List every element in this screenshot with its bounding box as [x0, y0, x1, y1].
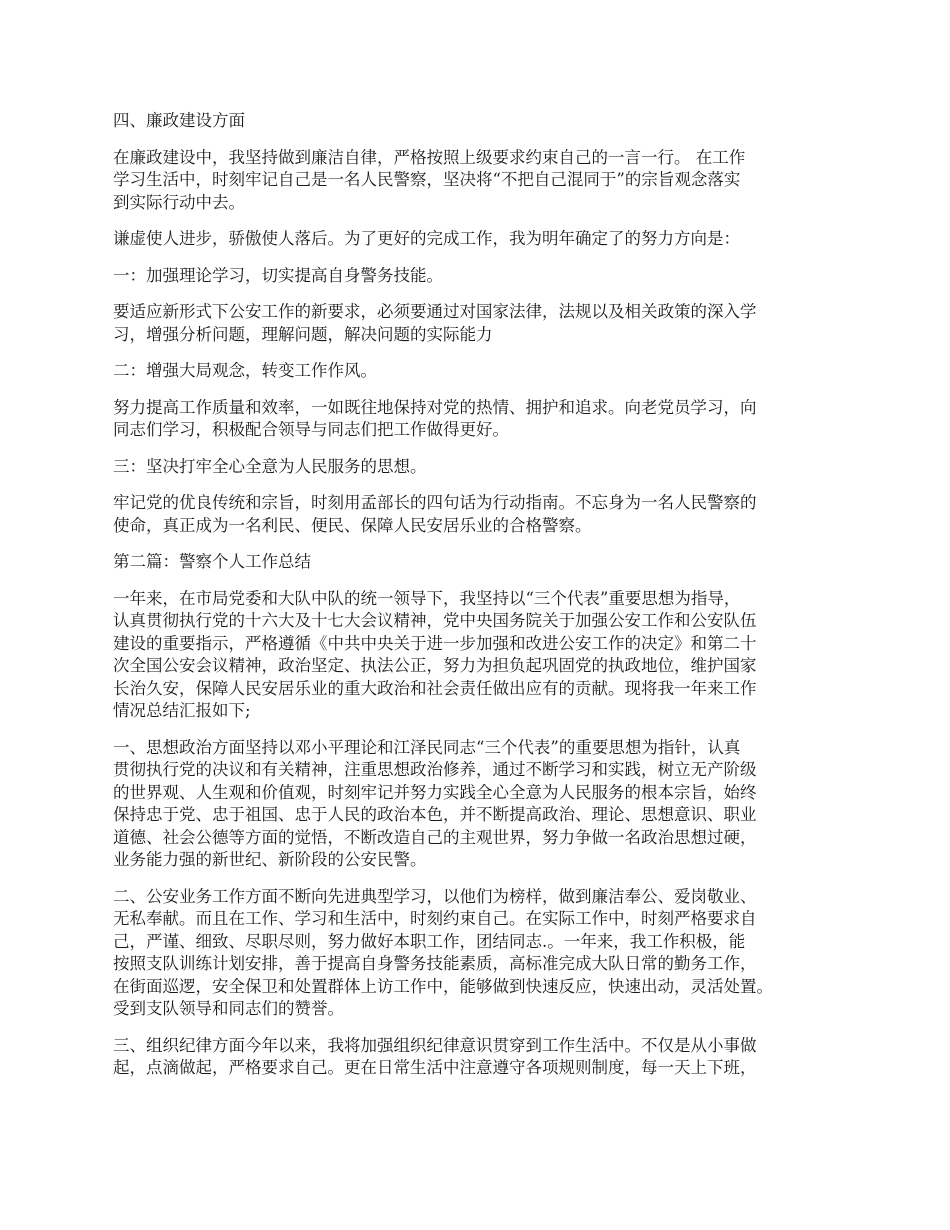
text-line: 二、公安业务工作方面不断向先进典型学习，以他们为榜样，做到廉洁奉公、爱岗敬业、: [113, 886, 757, 906]
text-line: 建设的重要指示，严格遵循《中共中央关于进一步加强和改进公安工作的决定》和第二十: [113, 633, 757, 653]
text-line: 一年来，在市局党委和大队中队的统一领导下，我坚持以“三个代表”重要思想为指导，: [113, 588, 741, 608]
text-line: 一：加强理论学习，切实提高自身警务技能。: [113, 265, 443, 285]
text-line: 业务能力强的新世纪、新阶段的公安民警。: [113, 850, 427, 869]
text-line: 努力提高工作质量和效率，一如既往地保持对党的热情、拥护和追求。向老党员学习，向: [113, 397, 757, 417]
text-line: 认真贯彻执行党的十六大及十七大会议精神，党中央国务院关于加强公安工作和公安队伍: [113, 611, 757, 630]
text-line: 在廉政建设中，我坚持做到廉洁自律，严格按照上级要求约束自己的一言一行。 在工作: [113, 147, 746, 167]
document-page: [113, 110, 853, 1094]
text-line: 的世界观、人生观和价值观，时刻牢记并努力实践全心全意为人民服务的根本宗旨，始终: [113, 782, 757, 802]
text-line: 贯彻执行党的决议和有关精神，注重思想政治修养，通过不断学习和实践，树立无产阶级: [113, 760, 757, 779]
paragraph: [113, 265, 853, 288]
paragraph: [113, 301, 853, 346]
paragraph: [113, 147, 853, 215]
text-line: 牢记党的优良传统和宗旨，时刻用孟部长的四句话为行动指南。不忘身为一名人民警察的: [113, 493, 757, 512]
paragraph: [113, 397, 853, 442]
text-line: 二：增强大局观念，转变工作作风。: [113, 361, 377, 380]
text-line: 己，严谨、细致、尽职尽则，努力做好本职工作，团结同志.。一年来，我工作积极，能: [113, 931, 746, 951]
text-line: 受到支队领导和同志们的赞誉。: [113, 999, 344, 1018]
text-line: 道德、社会公德等方面的觉悟，不断改造自己的主观世界，努力争做一名政治思想过硬，: [113, 827, 757, 847]
text-line: 一、思想政治方面坚持以邓小平理论和江泽民同志“三个代表”的重要思想为指针，认真: [113, 737, 741, 757]
paragraph: [113, 551, 853, 574]
paragraph: [113, 737, 853, 872]
text-line: 要适应新形式下公安工作的新要求，必须要通过对国家法律，法规以及相关政策的深入学: [113, 302, 757, 321]
text-line: 谦虚使人进步，骄傲使人落后。为了更好的完成工作，我为明年确定了的努力方向是：: [113, 229, 740, 248]
text-line: 情况总结汇报如下;: [113, 701, 251, 720]
paragraph: [113, 886, 853, 1021]
paragraph: [113, 110, 853, 133]
text-line: 无私奉献。而且在工作、学习和生活中，时刻约束自己。在实际工作中，时刻严格要求自: [113, 909, 757, 928]
text-line: 次全国公安会议精神，政治坚定、执法公正，努力为担负起巩固党的执政地位，维护国家: [113, 656, 757, 675]
text-line: 到实际行动中去。: [113, 192, 245, 212]
paragraph: [113, 456, 853, 479]
text-line: 按照支队训练计划安排，善于提高自身警务技能素质，高标准完成大队日常的勤务工作，: [113, 954, 757, 973]
text-line: 同志们学习，积极配合领导与同志们把工作做得更好。: [113, 420, 509, 439]
text-line: 在街面巡逻，安全保卫和处置群体上访工作中，能够做到快速反应，快速出动，灵活处置。: [113, 976, 773, 996]
text-line: 长治久安，保障人民安居乐业的重大政治和社会责任做出应有的贡献。现将我一年来工作: [113, 678, 757, 698]
paragraph: [113, 588, 853, 723]
text-line: 三、组织纪律方面今年以来，我将加强组织纪律意识贯穿到工作生活中。不仅是从小事做: [113, 1035, 757, 1055]
paragraph: [113, 1035, 853, 1080]
text-line: 保持忠于党、忠于祖国、忠于人民的政治本色，并不断提高政治、理论、思想意识、职业: [113, 805, 757, 824]
text-line: 四、廉政建设方面: [113, 111, 245, 130]
paragraph: [113, 228, 853, 251]
text-line: 三：坚决打牢全心全意为人民服务的思想。: [113, 456, 427, 476]
text-line: 第二篇：警察个人工作总结: [113, 552, 311, 571]
text-line: 习，增强分析问题，理解问题，解决问题的实际能力: [113, 324, 493, 344]
paragraph: [113, 492, 853, 537]
text-line: 使命，真正成为一名利民、便民、保障人民安居乐业的合格警察。: [113, 515, 592, 535]
text-line: 起，点滴做起，严格要求自己。更在日常生活中注意遵守各项规则制度，每一天上下班，: [113, 1058, 757, 1077]
paragraph: [113, 360, 853, 383]
text-line: 学习生活中，时刻牢记自己是一名人民警察，坚决将“不把自己混同于”的宗旨观念落实: [113, 170, 741, 189]
